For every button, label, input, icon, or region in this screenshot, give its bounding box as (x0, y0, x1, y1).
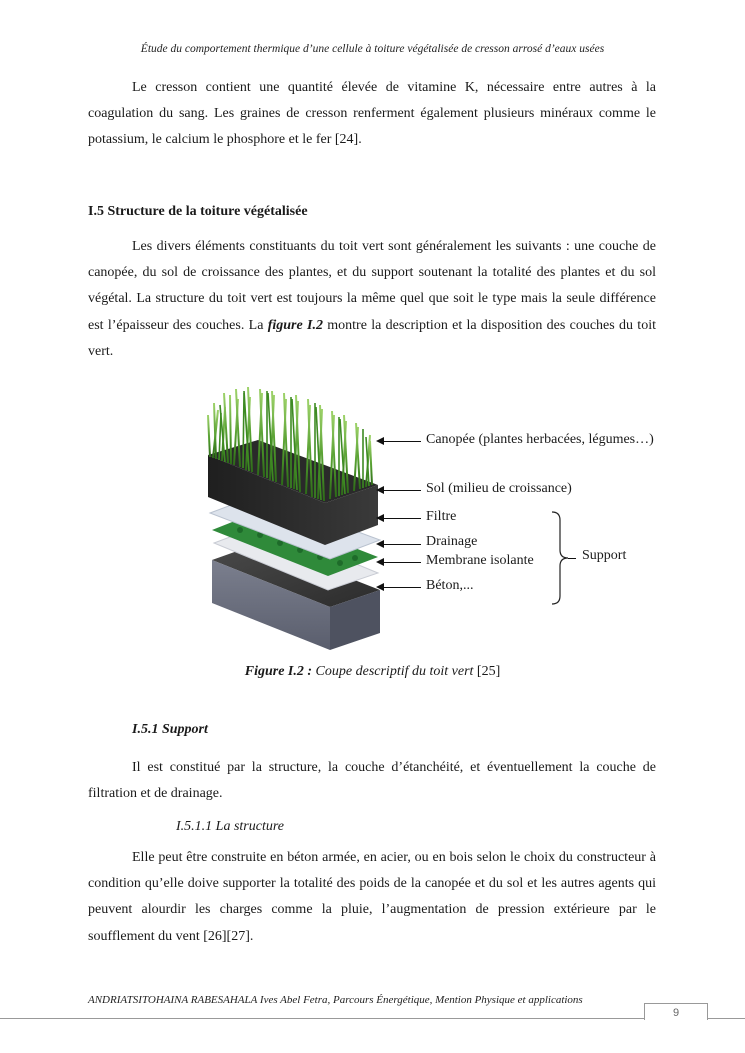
label-canopee: Canopée (plantes herbacées, légumes…) (426, 432, 654, 447)
running-header: Étude du comportement thermique d’une cellule à toiture végétalisée de cresson arrosé d’eaux usées (140, 43, 605, 55)
footer-author: ANDRIATSITOHAINA RABESAHALA Ives Abel Fetra, Parcours Énergétique, Mention Physique et applications (88, 994, 583, 1006)
subsection-heading: I.5.1 Support (132, 722, 208, 737)
arrowhead-filtre (376, 514, 384, 522)
label-beton: Béton,... (426, 578, 474, 593)
section-heading: I.5 Structure de la toiture végétalisée (88, 204, 308, 219)
caption-text: Coupe descriptif du toit vert (312, 664, 474, 679)
brace-tick (568, 558, 576, 559)
arrow-filtre (383, 518, 421, 519)
paragraph-support: Il est constitué par la structure, la couche d’étanchéité, et éventuellement la couche de filtration et de drainage. (88, 760, 656, 802)
arrow-drainage (383, 544, 421, 545)
arrowhead-canopee (376, 437, 384, 445)
label-filtre: Filtre (426, 509, 457, 524)
arrow-sol (383, 490, 421, 491)
footer-divider (0, 1018, 745, 1019)
arrow-membrane (383, 562, 421, 563)
paragraph-la-structure: Elle peut être construite en béton armée, en acier, ou en bois selon le choix du constructeur à condition qu’elle doive supporter la totalité des poids de la canopée et du sol et les autres agents qui peuvent alourdir les charges comme la pluie, l’augmentation de pression extérieure par le soufflement du vent [26][27]. (88, 850, 656, 944)
label-membrane: Membrane isolante (426, 553, 534, 568)
caption-label: Figure I.2 : (244, 664, 313, 679)
page-number: 9 (644, 1003, 708, 1020)
arrowhead-sol (376, 486, 384, 494)
support-brace (550, 510, 580, 610)
arrowhead-drainage (376, 540, 384, 548)
arrow-beton (383, 587, 421, 588)
arrow-canopee (383, 441, 421, 442)
figure-caption (0, 664, 745, 680)
label-sol: Sol (milieu de croissance) (426, 481, 572, 496)
label-support: Support (582, 548, 627, 563)
arrowhead-beton (376, 583, 384, 591)
label-drainage: Drainage (426, 534, 478, 549)
paragraph-structure-text-a: Les divers éléments constituants du toit vert sont généralement les suivants : une couche de canopée, du sol de croissance des plantes, et du support soutenant la totalité des plantes et du sol végétal. La structure du toit vert est toujours la même quel que soit le type mais la seule différence est l’épaisseur des couches. La (88, 239, 656, 333)
green-roof-layers-illustration (200, 385, 385, 655)
figure-reference: figure I.2 (267, 317, 323, 333)
subsubsection-heading: I.5.1.1 La structure (176, 819, 284, 834)
caption-reference: [25] (473, 664, 501, 679)
paragraph-cresson: Le cresson contient une quantité élevée de vitamine K, nécessaire entre autres à la coagulation du sang. Les graines de cresson renferment également plusieurs minéraux comme le potassium, le calcium le phosphore et le fer [24]. (88, 80, 656, 148)
paragraph-structure (88, 234, 656, 365)
paragraph-structure-text-b: montre la description et la disposition des couches du toit vert. (88, 317, 656, 359)
green-roof-figure (200, 385, 720, 655)
arrowhead-membrane (376, 558, 384, 566)
